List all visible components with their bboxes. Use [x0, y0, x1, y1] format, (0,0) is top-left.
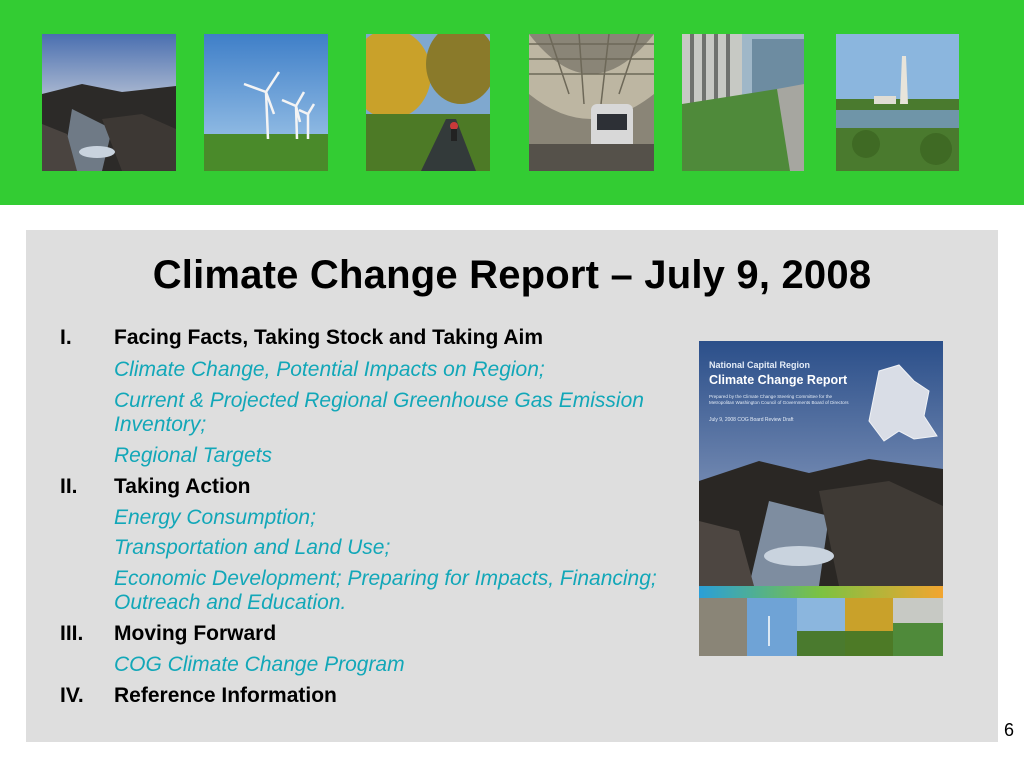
- cyclist-trail-photo: [366, 34, 490, 171]
- section-title: Moving Forward: [114, 622, 277, 645]
- cover-subtitle-2: Metropolitan Washington Council of Governments Board of Directors: [709, 400, 849, 405]
- section-numeral: II.: [60, 475, 78, 498]
- wind-turbines-photo: [204, 34, 328, 171]
- section-item: Regional Targets: [114, 444, 272, 467]
- washington-monument-photo: [836, 34, 959, 171]
- section-numeral: IV.: [60, 684, 84, 707]
- section-item: Transportation and Land Use;: [114, 536, 391, 559]
- cover-title: Climate Change Report: [709, 373, 848, 387]
- page-number: 6: [1003, 720, 1014, 740]
- section-item: Current & Projected Regional Greenhouse Gas Emission Inventory;: [114, 389, 644, 436]
- section-numeral: III.: [60, 622, 84, 645]
- cover-subtitle-1: Prepared by the Climate Change Steering Committee for the: [709, 394, 833, 399]
- metro-station-photo: [529, 34, 654, 171]
- section-item: Economic Development; Preparing for Impacts, Financing; Outreach and Education.: [114, 567, 657, 614]
- river-rocks-photo: [42, 34, 176, 171]
- section-title: Facing Facts, Taking Stock and Taking Aim: [114, 326, 544, 349]
- slide-title: Climate Change Report – July 9, 2008: [152, 253, 872, 297]
- section-item: COG Climate Change Program: [114, 653, 405, 676]
- report-cover-image: [699, 341, 943, 656]
- photo-banner: [0, 0, 1024, 205]
- section-title: Reference Information: [114, 684, 337, 707]
- section-title: Taking Action: [114, 475, 251, 498]
- cover-org: National Capital Region: [709, 360, 811, 370]
- green-roof-photo: [682, 34, 804, 171]
- cover-draft: July 9, 2008 COG Board Review Draft: [709, 417, 794, 423]
- section-item: Climate Change, Potential Impacts on Region;: [114, 358, 545, 381]
- section-numeral: I.: [60, 326, 72, 349]
- section-item: Energy Consumption;: [114, 506, 316, 529]
